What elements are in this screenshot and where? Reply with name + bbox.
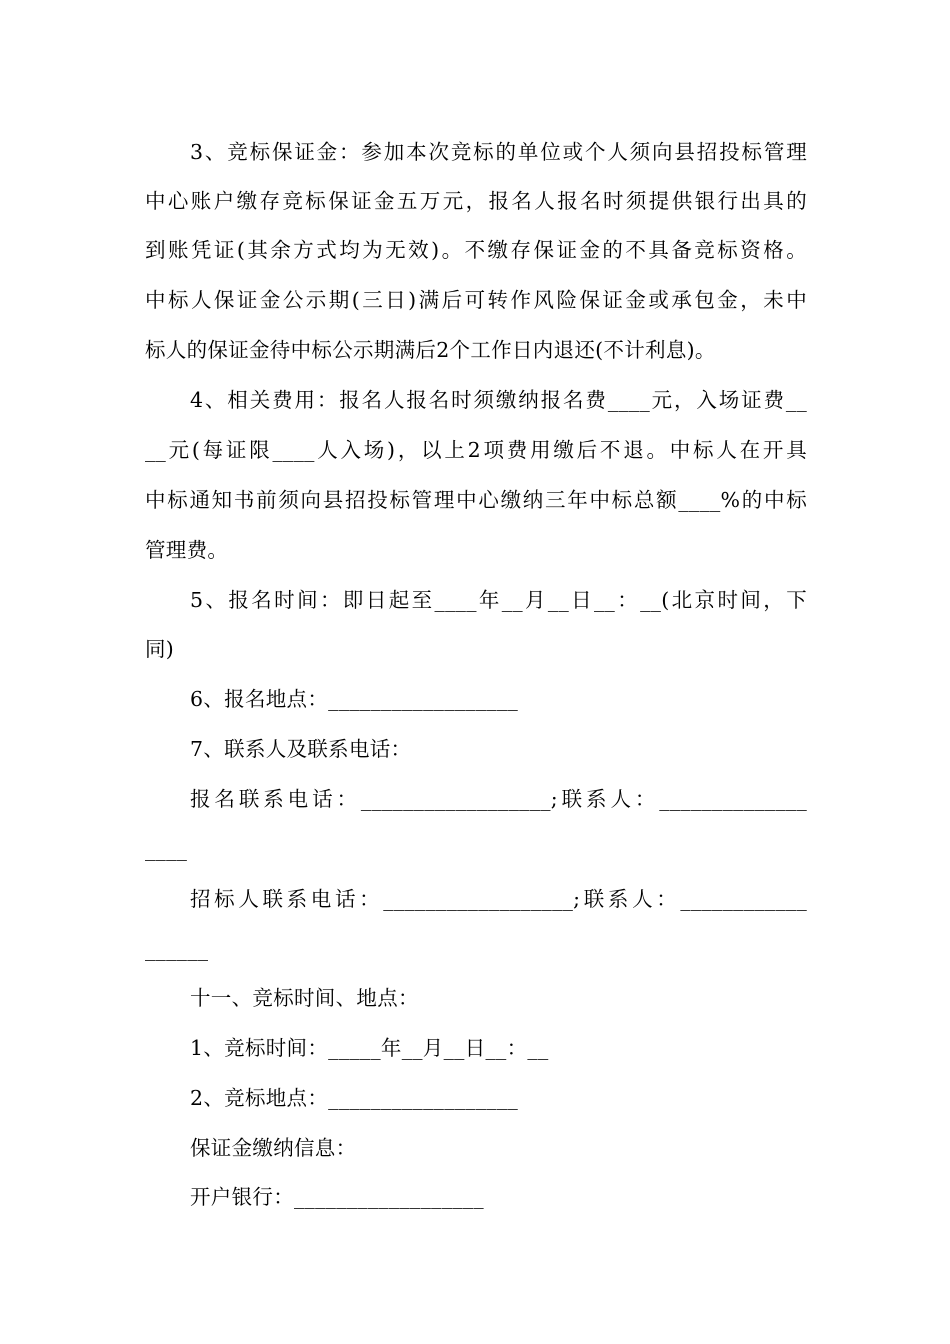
registration-place: 6、报名地点：__________________	[190, 687, 519, 711]
paragraph-4-line-2: __元(每证限____人入场)，以上2项费用缴后不退。中标人在开具	[145, 438, 807, 462]
registration-phone-line-2: ____	[145, 837, 188, 861]
deposit-info-heading: 保证金缴纳信息：	[190, 1136, 357, 1160]
tenderer-phone-line-2: ______	[145, 937, 209, 961]
tenderer-phone-line-1: 招标人联系电话：__________________;联系人：____________	[190, 887, 807, 911]
paragraph-3-line-4: 中标人保证金公示期(三日)满后可转作风险保证金或承包金，未中	[145, 288, 807, 312]
paragraph-5-line-2: 同)	[145, 637, 175, 661]
paragraph-3-line-5: 标人的保证金待中标公示期满后2个工作日内退还(不计利息)。	[145, 338, 716, 362]
paragraph-3-line-1: 3、竞标保证金：参加本次竞标的单位或个人须向县招投标管理	[190, 140, 807, 164]
paragraph-3-line-3: 到账凭证(其余方式均为无效)。不缴存保证金的不具备竞标资格。	[145, 238, 807, 262]
paragraph-4-line-4: 管理费。	[145, 538, 229, 562]
paragraph-3-line-2: 中心账户缴存竞标保证金五万元，报名人报名时须提供银行出具的	[145, 189, 807, 213]
registration-phone-line-1: 报名联系电话：__________________;联系人：______________	[190, 787, 807, 811]
bidding-place: 2、竞标地点：__________________	[190, 1086, 519, 1110]
paragraph-4-line-3: 中标通知书前须向县招投标管理中心缴纳三年中标总额____%的中标	[145, 488, 807, 512]
contact-heading: 7、联系人及联系电话：	[190, 737, 412, 761]
bidding-time: 1、竞标时间：_____年__月__日__：__	[190, 1036, 549, 1060]
section-11-heading: 十一、竞标时间、地点：	[190, 986, 419, 1010]
bank-line: 开户银行：__________________	[190, 1185, 484, 1209]
paragraph-4-line-1: 4、相关费用：报名人报名时须缴纳报名费____元，入场证费__	[190, 388, 807, 412]
paragraph-5-line-1: 5、报名时间：即日起至____年__月__日__：__(北京时间，下	[190, 588, 807, 612]
